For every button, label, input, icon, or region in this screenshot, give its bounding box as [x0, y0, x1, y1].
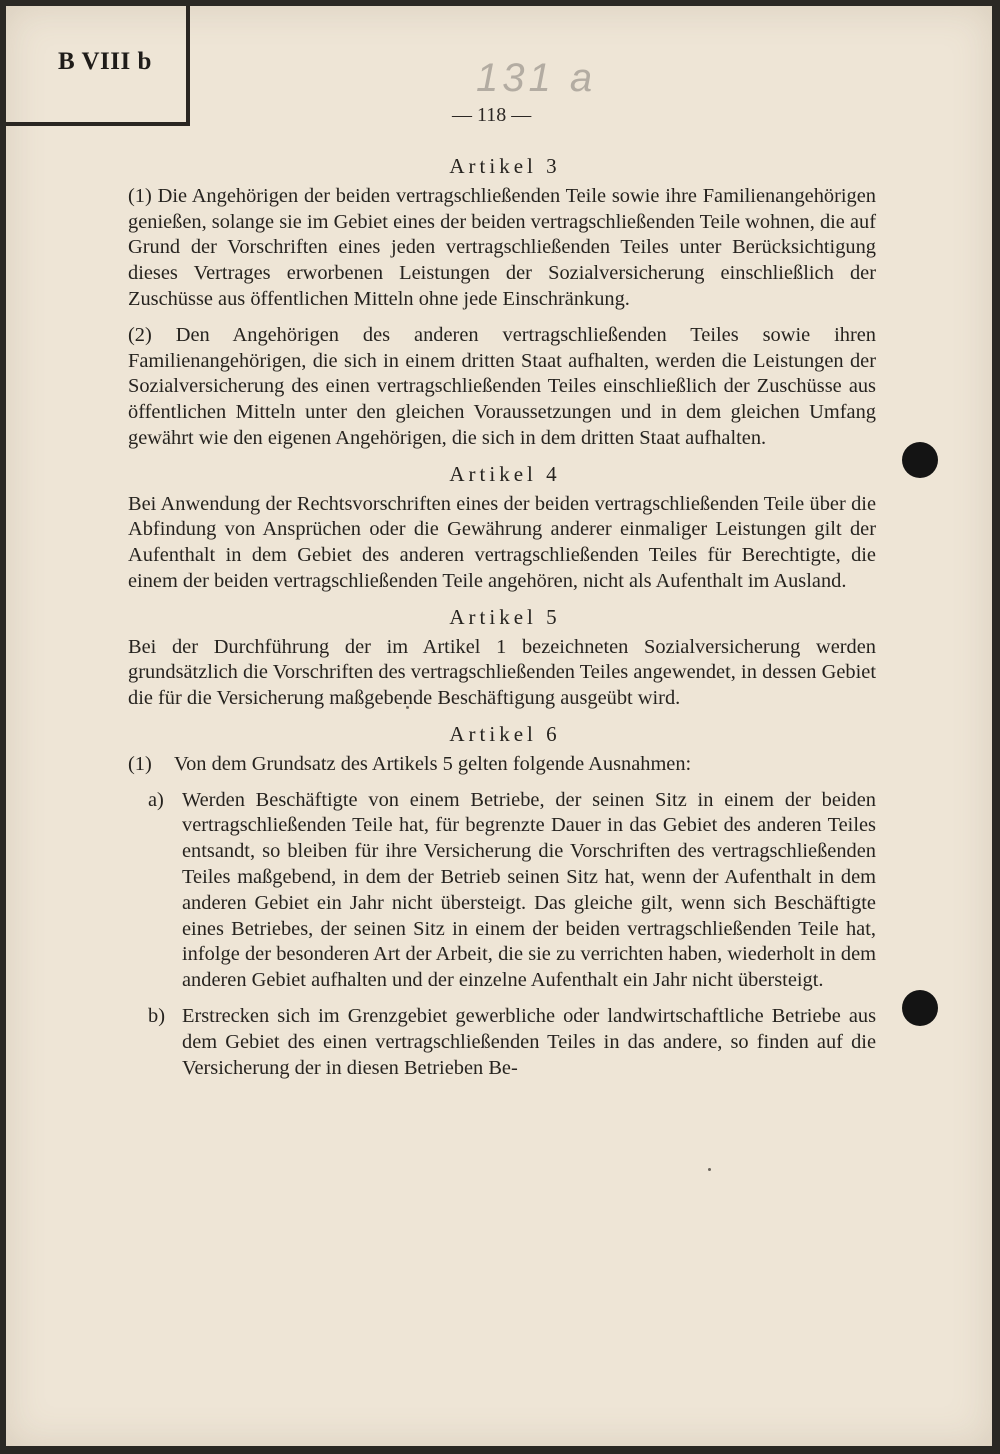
article-6-item-b	[148, 1004, 876, 1081]
item-label: b)	[148, 1004, 165, 1027]
article-4-heading: Artikel 4	[449, 461, 561, 486]
paragraph-label: (1)	[128, 184, 152, 207]
article-6-heading: Artikel 6	[449, 721, 561, 746]
document-body	[128, 154, 876, 1091]
article-3-paragraph-1	[128, 184, 876, 313]
paragraph-text: Von dem Grundsatz des Artikels 5 gelten folgende Ausnahmen:	[174, 752, 692, 775]
article-6-item-a	[148, 788, 876, 994]
punch-hole-upper	[902, 442, 938, 478]
article-5-heading: Artikel 5	[449, 604, 561, 629]
document-page	[6, 6, 992, 1446]
paper-speck	[708, 1168, 711, 1171]
punch-hole-lower	[902, 990, 938, 1026]
article-3-paragraph-2	[128, 323, 876, 452]
paragraph-label: (2)	[128, 323, 152, 346]
paragraph-label: (1)	[128, 752, 152, 775]
article-3-heading: Artikel 3	[449, 154, 561, 178]
item-text: Erstrecken sich im Grenzgebiet gewerbliche oder landwirtschaftliche Betriebe aus dem Gebiet des einen vertragschließenden Teiles in das andere, so finden auf die Versicherung der in diesen Betrieben Be-	[182, 1004, 876, 1079]
paragraph-text: Den Angehörigen des anderen vertragschließenden Teiles sowie ihren Familienangehörigen, die sich in einem dritten Staat aufhalten, werden die Leistungen der Sozialversicherung des einen vertragschließenden Teiles einschließlich der Zuschüsse aus öffentlichen Mitteln unter den gleichen Voraussetzungen und in dem gleichen Umfang gewährt wie den eigenen Angehörigen, die sich in dem dritten Staat aufhalten.	[128, 323, 876, 449]
article-5-text: Bei der Durchführung der im Artikel 1 bezeichneten Sozialversicherung werden grundsätzlich die Vorschriften des vertragschließenden Teiles angewendet, in dessen Gebiet die für die Versicherung maßgebende Beschäftigung ausgeübt wird.	[128, 635, 876, 710]
article-6-paragraph-1	[128, 752, 876, 778]
article-4-text: Bei Anwendung der Rechtsvorschriften eines der beiden vertragschließenden Teile über die Abfindung von Ansprüchen oder die Gewährung anderer einmaliger Leistungen gilt der Aufenthalt in dem Gebiet des anderen vertragschließenden Teiles für Berechtigte, die einem der beiden vertragschließenden Teile angehören, nicht als Aufenthalt im Ausland.	[128, 492, 876, 592]
paragraph-text: Die Angehörigen der beiden vertragschließenden Teile sowie ihre Familienangehörigen genießen, solange sie im Gebiet eines der beiden vertragschließenden Teile wohnen, die auf Grund der Vorschriften eines jeden vertragschließenden Teiles unter Berücksichtigung dieses Vertrages erworbenen Leistungen der Sozialversicherung einschließlich der Zuschüsse aus öffentlichen Mitteln ohne jede Einschränkung.	[128, 184, 876, 310]
classification-label: B VIII b	[58, 48, 152, 75]
item-label: a)	[148, 788, 164, 811]
item-text: Werden Beschäftigte von einem Betriebe, der seinen Sitz in einem der beiden vertragschließenden Teile hat, für begrenzte Dauer in das Gebiet des anderen Teiles entsandt, so bleiben für ihre Versicherung die Vorschriften des vertragschließenden Teiles maßgebend, in dem der Betrieb seinen Sitz hat, wenn der Aufenthalt in dem anderen Gebiet ein Jahr nicht übersteigt. Das gleiche gilt, wenn sich Beschäftigte eines Betriebes, der seinen Sitz in einem der beiden vertragschließenden Teile hat, infolge der besonderen Art der Arbeit, die sie zu verrichten haben, wiederholt in dem anderen Gebiet aufhalten und der einzelne Aufenthalt ein Jahr nicht übersteigt.	[182, 788, 876, 992]
classification-box	[6, 6, 190, 126]
pencil-annotation: 131 a	[476, 56, 597, 100]
page-number: — 118 —	[452, 104, 532, 126]
